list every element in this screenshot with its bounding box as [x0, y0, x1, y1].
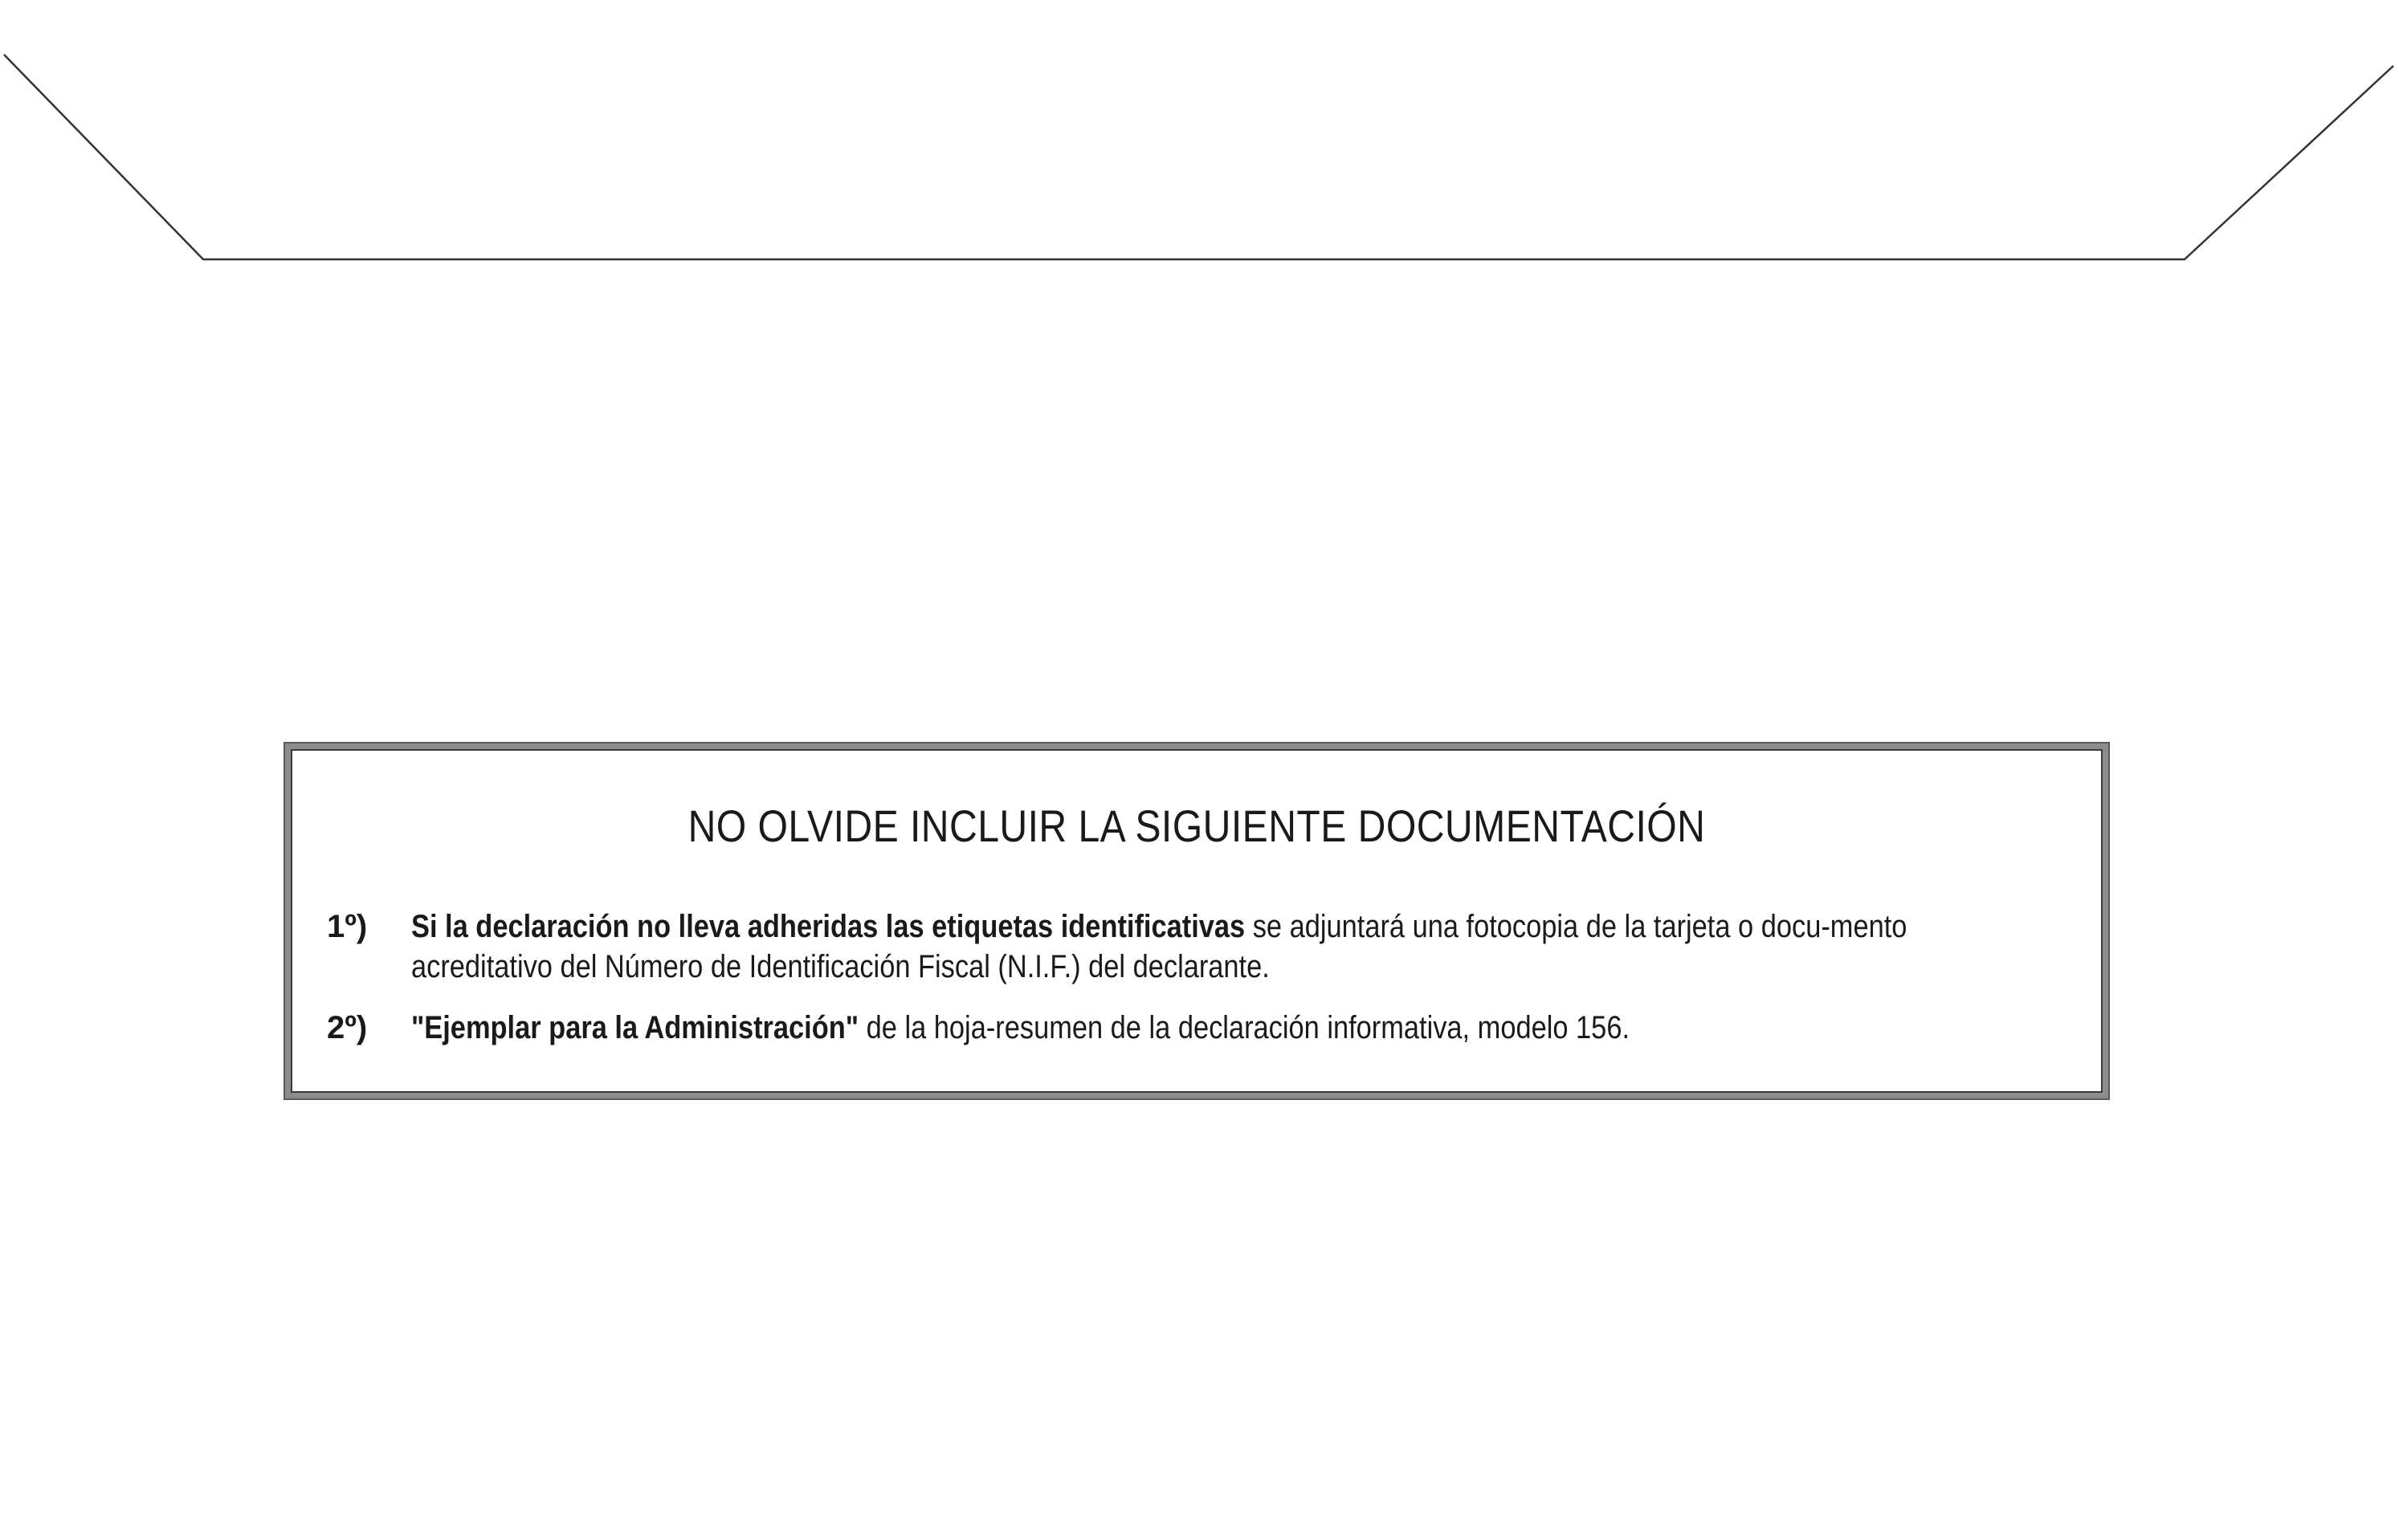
notice-box	[284, 742, 2110, 1100]
item-number: 1º)	[327, 909, 368, 944]
notice-title: NO OLVIDE INCLUIR LA SIGUIENTE DOCUMENTACIÓN	[687, 801, 1706, 851]
envelope-flap-outline	[4, 55, 2393, 259]
item-number: 2º)	[327, 1010, 368, 1045]
item-bold-text: Si la declaración no lleva adheridas las etiquetas identificativas	[411, 909, 1246, 944]
item-body-text: de la hoja-resumen de la declaración informativa, modelo 156.	[859, 1010, 1630, 1045]
item-text	[411, 1008, 2042, 1048]
list-item-1	[327, 906, 2072, 987]
item-text	[411, 906, 2042, 987]
item-bold-text: "Ejemplar para la Administración"	[411, 1010, 859, 1045]
envelope-flap-lines	[0, 0, 2399, 273]
list-item-2	[327, 1008, 2072, 1048]
item-body-text: se adjuntará una fotocopia de la tarjeta o docu-mento acreditativo del Número de Identificación Fiscal (N.I.F.) del declarante.	[411, 909, 1907, 984]
